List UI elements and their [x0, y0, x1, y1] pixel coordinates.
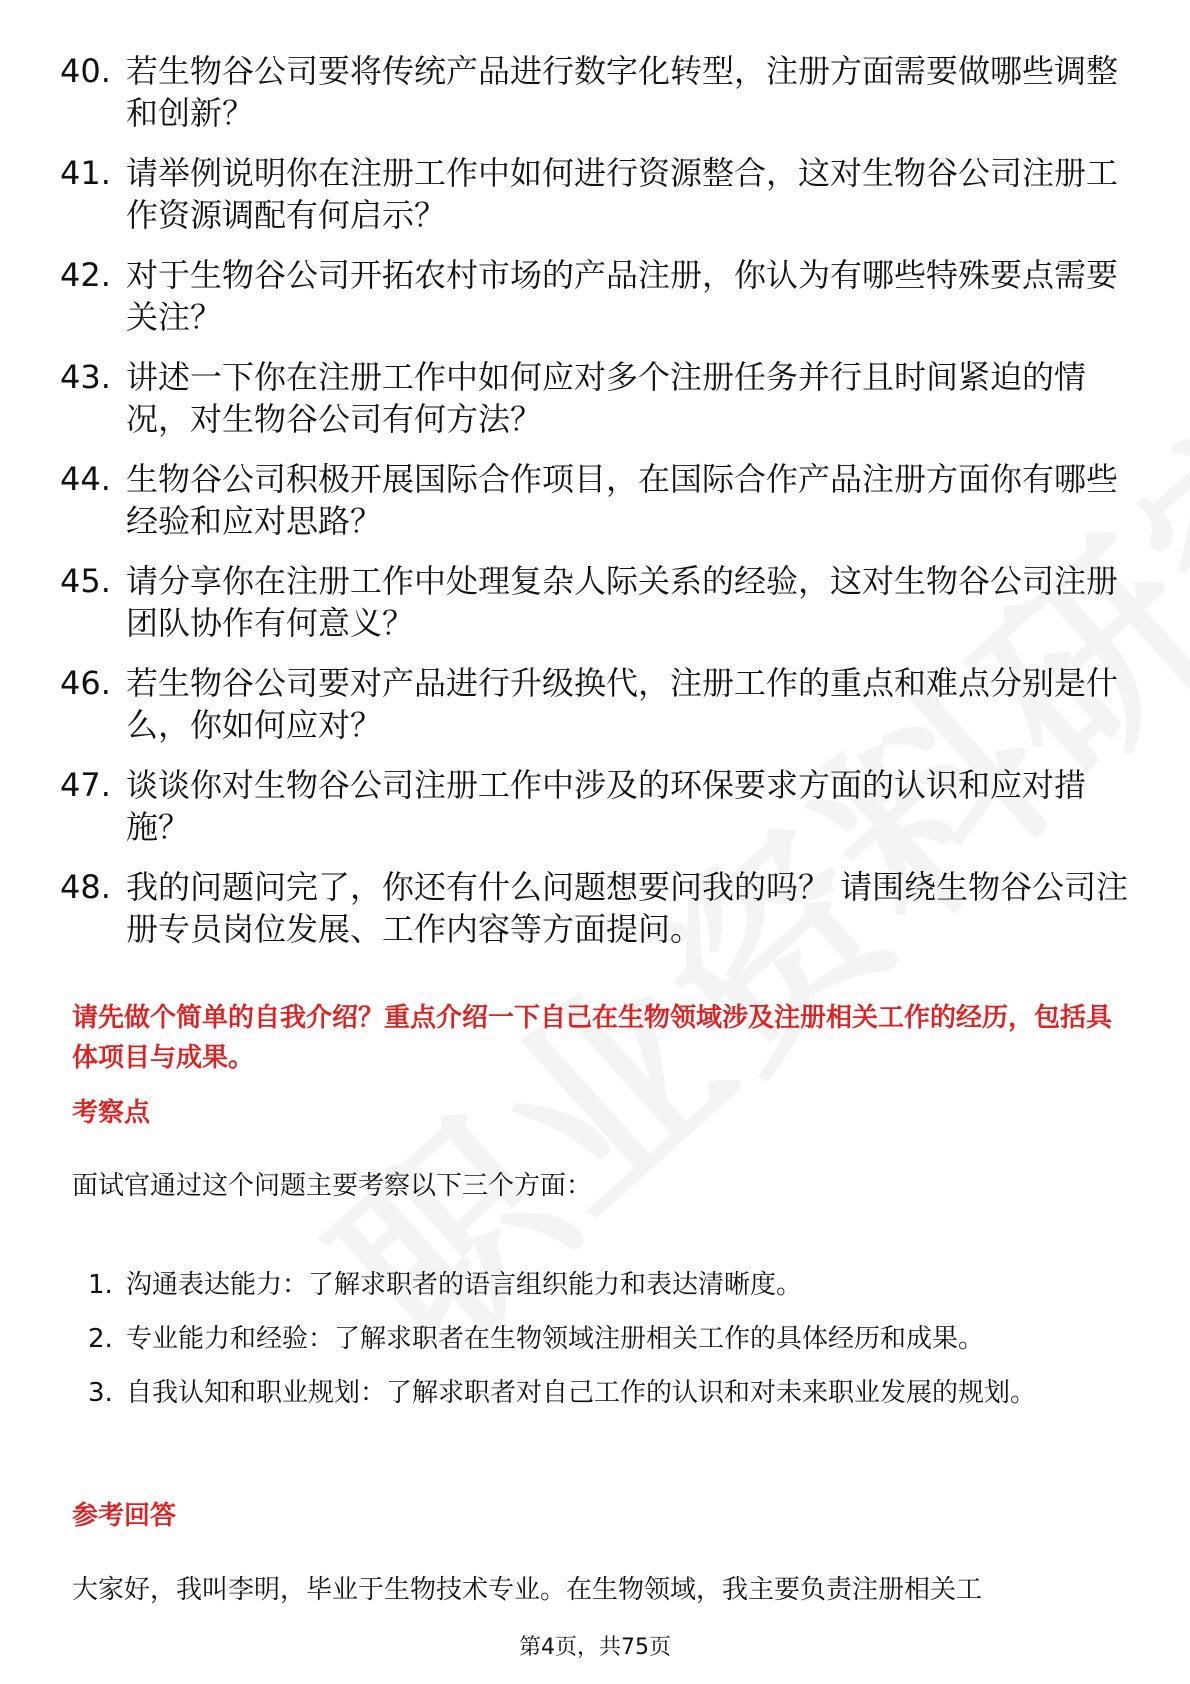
- question-item: [60, 254, 1140, 338]
- assessment-heading: 考察点: [72, 1098, 151, 1128]
- question-text: 对于生物谷公司开拓农村市场的产品注册，你认为有哪些特殊要点需要关注？: [126, 256, 1119, 336]
- question-item: [60, 152, 1140, 236]
- assessment-point: [88, 1312, 1098, 1366]
- question-text: 我的问题问完了，你还有什么问题想要问我的吗？ 请围绕生物谷公司注册专员岗位发展、工作内容等方面提问。: [126, 868, 1129, 948]
- question-number: 41.: [60, 154, 111, 192]
- question-number: 45.: [60, 562, 111, 600]
- featured-question: 请先做个简单的自我介绍？重点介绍一下自己在生物领域涉及注册相关工作的经历，包括具体项目与成果。: [72, 1003, 1113, 1073]
- question-item: [60, 866, 1140, 950]
- assessment-point: [88, 1366, 1098, 1420]
- reference-answer: 大家好，我叫李明，毕业于生物技术专业。在生物领域，我主要负责注册相关工: [72, 1575, 983, 1605]
- question-text: 谈谈你对生物谷公司注册工作中涉及的环保要求方面的认识和应对措施？: [126, 766, 1087, 846]
- question-number: 42.: [60, 256, 111, 294]
- question-number: 47.: [60, 766, 111, 804]
- question-list: [60, 50, 1140, 968]
- question-item: [60, 764, 1140, 848]
- question-item: [60, 662, 1140, 746]
- reference-heading: 参考回答: [72, 1501, 177, 1531]
- page-number: 第4页，共75页: [519, 1635, 671, 1660]
- assessment-point: [88, 1258, 1098, 1312]
- question-number: 43.: [60, 358, 111, 396]
- question-number: 40.: [60, 52, 111, 90]
- question-item: [60, 50, 1140, 134]
- question-text: 讲述一下你在注册工作中如何应对多个注册任务并行且时间紧迫的情况，对生物谷公司有何方法？: [126, 358, 1087, 438]
- question-text: 请举例说明你在注册工作中如何进行资源整合，这对生物谷公司注册工作资源调配有何启示？: [126, 154, 1119, 234]
- question-text: 若生物谷公司要将传统产品进行数字化转型，注册方面需要做哪些调整和创新？: [126, 52, 1119, 132]
- assessment-points: [88, 1258, 1098, 1420]
- question-text: 若生物谷公司要对产品进行升级换代，注册工作的重点和难点分别是什么，你如何应对？: [126, 664, 1119, 744]
- question-number: 44.: [60, 460, 111, 498]
- question-text: 生物谷公司积极开展国际合作项目，在国际合作产品注册方面你有哪些经验和应对思路？: [126, 460, 1119, 540]
- question-text: 请分享你在注册工作中处理复杂人际关系的经验，这对生物谷公司注册团队协作有何意义？: [126, 562, 1119, 642]
- assessment-intro: 面试官通过这个问题主要考察以下三个方面：: [72, 1171, 593, 1201]
- question-number: 48.: [60, 868, 111, 906]
- point-text: 自我认知和职业规划：了解求职者对自己工作的认识和对未来职业发展的规划。: [126, 1378, 1037, 1408]
- question-item: [60, 560, 1140, 644]
- point-number: 3.: [88, 1378, 113, 1408]
- point-text: 专业能力和经验：了解求职者在生物领域注册相关工作的具体经历和成果。: [126, 1324, 985, 1354]
- question-item: [60, 458, 1140, 542]
- point-number: 1.: [88, 1270, 113, 1300]
- point-text: 沟通表达能力：了解求职者的语言组织能力和表达清晰度。: [126, 1270, 803, 1300]
- point-number: 2.: [88, 1324, 113, 1354]
- question-number: 46.: [60, 664, 111, 702]
- question-item: [60, 356, 1140, 440]
